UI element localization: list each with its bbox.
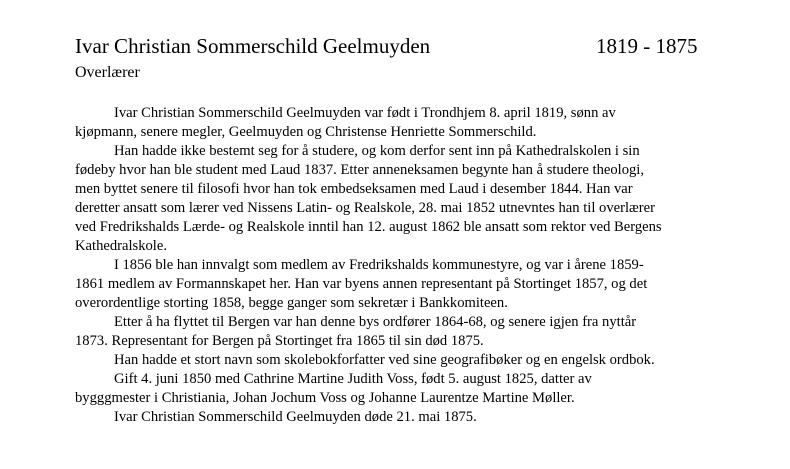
text-line: Ivar Christian Sommerschild Geelmuyden var født i Trondhjem 8. april 1819, sønn av [114,105,616,121]
text-line: men byttet senere til filosofi hvor han tok embedseksamen med Laud i desember 1844. Han var [75,181,633,197]
text-line: deretter ansatt som lærer ved Nissens Latin- og Realskole, 28. mai 1852 utnevntes han til overlærer [75,200,655,216]
text-line: fødeby hvor han ble student med Laud 1837. Etter anneneksamen begynte han å studere theologi, [75,162,644,178]
text-line: Kathedralskole. [75,238,167,254]
text-line: Ivar Christian Sommerschild Geelmuyden døde 21. mai 1875. [114,409,477,425]
biography-text [75,104,725,427]
text-line: kjøpmann, senere megler, Geelmuyden og Christense Henriette Sommerschild. [75,124,537,140]
text-line: Gift 4. juni 1850 med Cathrine Martine Judith Voss, født 5. august 1825, datter av [114,371,592,387]
occupation-title: Overlærer [75,64,140,81]
document-header [75,34,725,62]
text-line: ved Fredrikshalds Lærde- og Realskole inntil han 12. august 1862 ble ansatt som rektor ved Bergens [75,219,662,235]
text-line: Han hadde et stort navn som skolebokforfatter ved sine geografibøker og en engelsk ordbok. [114,352,655,368]
text-line: overordentlige storting 1858, begge ganger som sekretær i Bankkomiteen. [75,295,508,311]
person-name-heading: Ivar Christian Sommerschild Geelmuyden [75,34,431,58]
life-years: 1819 - 1875 [596,34,698,58]
text-line: Han hadde ikke bestemt seg for å studere, og kom derfor sent inn på Kathedralskolen i sin [114,143,640,159]
document-page [75,34,725,427]
text-line: I 1856 ble han innvalgt som medlem av Fredrikshalds kommunestyre, og var i årene 1859- [114,257,644,273]
text-line: 1861 medlem av Formannskapet her. Han var byens annen representant på Stortinget 1857, og det [75,276,648,292]
text-line: 1873. Representant for Bergen på Stortinget fra 1865 til sin død 1875. [75,333,484,349]
text-line: Etter å ha flyttet til Bergen var han denne bys ordfører 1864-68, og senere igjen fra nyttår [114,314,637,330]
text-line: bygggmester i Christiania, Johan Jochum Voss og Johanne Laurentze Martine Møller. [75,390,575,406]
